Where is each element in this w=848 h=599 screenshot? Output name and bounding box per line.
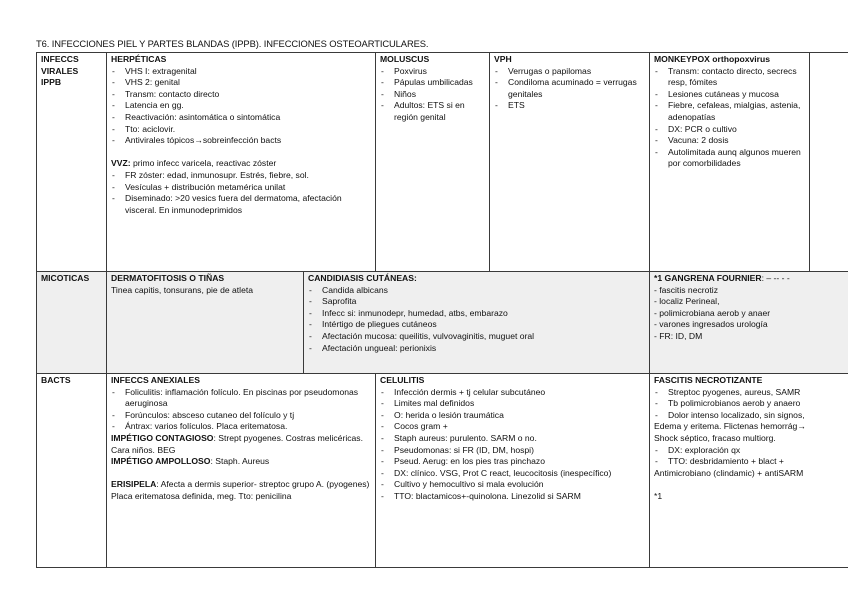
list-item: - ETS [494,100,645,112]
cell-dermatofitosis [107,272,304,374]
list-item: - Staph aureus: purulento. SARM o no. [380,433,645,445]
list-item: - Streptoc pyogenes, aureus, SAMR [654,387,844,399]
gangrena-line: - varones ingresados urología [654,319,768,330]
list-item: - Vacuna: 2 dosis [654,135,805,147]
vph-heading: VPH [494,54,512,64]
list-item: - Lesiones cutáneas y mucosa [654,89,805,101]
gangrena-line: - FR: ID, DM [654,330,703,341]
cell-empty [810,53,848,272]
dermatofitosis-heading: DERMATOFITOSIS O TIÑAS [111,273,225,283]
gangrena-line: - polimicrobiana aerob y anaer [654,307,771,318]
vph-list [494,66,645,112]
vvz-line: VVZ: primo infecc varicela, reactivac zóster [111,158,277,169]
list-item: - Pápulas umbilicadas [380,77,485,89]
vvz-list [111,170,371,216]
moluscus-list [380,66,485,124]
row-viral [37,53,848,272]
list-item: - Adultos: ETS si en región genital [380,100,485,123]
celulitis-list [380,387,645,503]
list-item: - Dolor intenso localizado, sin signos, [654,410,844,422]
cell-herpeticas [107,53,376,272]
gangrena-heading-line: *1 GANGRENA FOURNIER: – -- - - [654,273,790,283]
list-item: - DX: PCR o cultivo [654,124,805,136]
list-item: - Antivirales tópicos→sobreinfección bacts [111,135,371,147]
candidiasis-heading: CANDIDIASIS CUTÁNEAS: [308,273,417,283]
anexiales-heading: INFECCS ANEXIALES [111,375,200,385]
label-viral: INFECCS VIRALES IPPB [37,53,107,272]
page-title: T6. INFECCIONES PIEL Y PARTES BLANDAS (IPPB). INFECCIONES OSTEOARTICULARES. [36,38,429,49]
label-bacts: BACTS [37,374,107,568]
fascitis-footnote: *1 [654,490,663,501]
fascitis-heading: FASCITIS NECROTIZANTE [654,375,763,385]
gangrena-line: - fascitis necrotiz [654,284,719,295]
list-item: - TTO: desbridamiento + blact + [654,456,844,468]
list-item: - Ántrax: varios folículos. Placa eritematosa. [111,421,371,433]
list-item: - Diseminado: >20 vesics fuera del dermatoma, afectación visceral. En inmunodeprimidos [111,193,371,216]
list-item: - Transm: contacto directo, secrecs resp, fómites [654,66,805,89]
gangrena-line: - localiz Perineal, [654,296,720,307]
fascitis-list [654,387,844,422]
cell-gangrena [650,272,848,374]
cell-fascitis [650,374,848,568]
fascitis-cont: Shock séptico, fracaso multiorg. [654,432,776,443]
list-item: - TTO: blactamicos+-quinolona. Linezolid si SARM [380,491,645,503]
erisipela: ERISIPELA: Afecta a dermis superior- streptoc grupo A. (pyogenes) Placa eritematosa definida, meg. Tto: penicilina [111,479,370,501]
list-item: - Infección dermis + tj celular subcutáneo [380,387,645,399]
fascitis-cont: Antimicrobiano (clindamic) + antiSARM [654,467,804,478]
list-item: - Afectación ungueal: perionixis [308,343,645,355]
list-item: - Latencia en gg. [111,100,371,112]
list-item: - Foliculitis: inflamación folículo. En piscinas por pseudomonas aeruginosa [111,387,371,410]
list-item: - Verrugas o papilomas [494,66,645,78]
list-item: - Tto: aciclovir. [111,124,371,136]
list-item: - Niños [380,89,485,101]
fascitis-cont: Edema y eritema. Flictenas hemorrág→ [654,421,806,432]
list-item: - Cocos gram + [380,421,645,433]
list-item: - Infecc si: inmunodepr, humedad, atbs, embarazo [308,308,645,320]
candidiasis-list [308,285,645,355]
cell-moluscus [376,53,490,272]
list-item: - Condiloma acuminado = verrugas genitales [494,77,645,100]
list-item: - Forúnculos: absceso cutaneo del folículo y tj [111,410,371,422]
impetigo-contagioso: IMPÉTIGO CONTAGIOSO: Strept pyogenes. Costras melicéricas. Cara niños. BEG [111,432,363,455]
row-micoticas [37,272,848,374]
anexiales-list [111,387,371,433]
cell-celulitis [376,374,650,568]
herpeticas-list [111,66,371,147]
list-item: - VHS I: extragenital [111,66,371,78]
list-item: - Reactivación: asintomática o sintomática [111,112,371,124]
fascitis-list-2 [654,445,844,468]
list-item: - Tb polimicrobianos aerob y anaero [654,398,844,410]
row-bacts [37,374,848,568]
list-item: - DX: clínico. VSG, Prot C react, leucocitosis (inespecífico) [380,468,645,480]
list-item: - Vesículas + distribución metamérica unilat [111,182,371,194]
list-item: - Cultivo y hemocultivo si mala evolución [380,479,645,491]
list-item: - DX: exploración qx [654,445,844,457]
list-item: - Afectación mucosa: queilitis, vulvovaginitis, muguet oral [308,331,645,343]
dermatofitosis-text: Tinea capitis, tonsurans, pie de atleta [111,284,254,295]
list-item: - Poxvirus [380,66,485,78]
list-item: - Pseudomonas: si FR (ID, DM, hospi) [380,445,645,457]
celulitis-heading: CELULITIS [380,375,425,385]
cell-monkeypox [650,53,810,272]
list-item: - VHS 2: genital [111,77,371,89]
list-item: - Candida albicans [308,285,645,297]
list-item: - Fiebre, cefaleas, mialgias, astenia, adenopatías [654,100,805,123]
cell-vph [490,53,650,272]
herpeticas-heading: HERPÉTICAS [111,54,167,64]
cell-anexiales [107,374,376,568]
summary-table [36,52,848,568]
cell-candidiasis [304,272,650,374]
monkeypox-heading: MONKEYPOX orthopoxvirus [654,54,771,64]
list-item: - Saprofita [308,296,645,308]
list-item: - O: herida o lesión traumática [380,410,645,422]
monkeypox-list [654,66,805,170]
list-item: - Pseud. Aerug: en los pies tras pinchazo [380,456,645,468]
list-item: - Limites mal definidos [380,398,645,410]
list-item: - Intértigo de pliegues cutáneos [308,319,645,331]
list-item: - Transm: contacto directo [111,89,371,101]
label-micoticas: MICOTICAS [37,272,107,374]
impetigo-ampolloso: IMPÉTIGO AMPOLLOSO: Staph. Aureus [111,456,270,467]
list-item: - FR zóster: edad, inmunosupr. Estrés, fiebre, sol. [111,170,371,182]
moluscus-heading: MOLUSCUS [380,54,430,64]
list-item: - Autolimitada aunq algunos mueren por comorbilidades [654,147,805,170]
